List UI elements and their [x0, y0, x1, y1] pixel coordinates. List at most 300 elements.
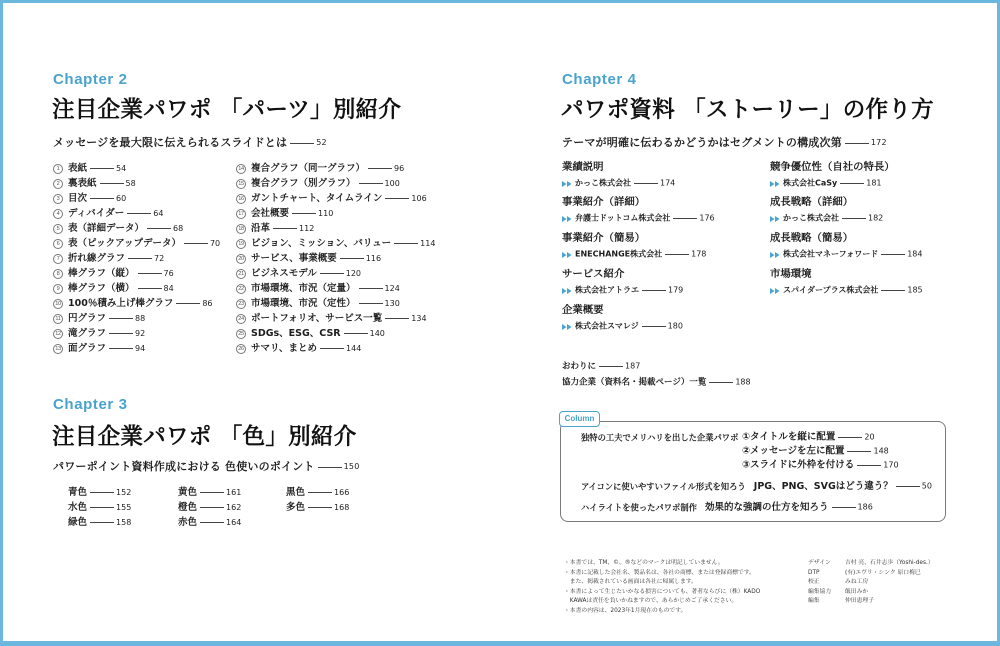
- item-title: 会社概要: [251, 208, 290, 219]
- color-name: 黒色: [286, 486, 306, 498]
- chapter2-title: 注目企業パワポ 「パーツ」別紹介: [52, 97, 402, 123]
- item-title: 棒グラフ（横）: [68, 283, 135, 294]
- chapter4-intro: [562, 135, 887, 151]
- page-number: 58: [125, 179, 136, 188]
- leader-line: [709, 382, 733, 383]
- credit-row: [808, 569, 948, 579]
- item-title: 沿革: [251, 223, 271, 234]
- toc-item: [53, 190, 220, 205]
- page-number: 124: [384, 284, 400, 293]
- segment-heading: 成長戦略（簡易）: [770, 232, 854, 244]
- chapter4-label: Chapter 4: [562, 71, 637, 88]
- page-number: 50: [921, 481, 932, 491]
- credit-row: [808, 588, 948, 598]
- credit-name: (有)エヴリ・シンク 原口梅巳: [845, 569, 921, 576]
- toc-item: [53, 250, 220, 265]
- leader-line: [138, 288, 162, 289]
- item-number: 10: [53, 299, 63, 309]
- color-item: [68, 514, 131, 529]
- leader-line: [128, 258, 152, 259]
- segment-group: [770, 266, 923, 298]
- credit-role: 編集: [808, 598, 820, 605]
- double-arrow-icon: [562, 288, 572, 294]
- segment-group: [562, 302, 683, 334]
- segment-company-row: [562, 175, 675, 191]
- company-name: かっこ株式会社: [575, 178, 631, 188]
- segment-group: [562, 266, 683, 298]
- footnote-line: ・本書の内容は、2023年1月現在のものです。: [564, 607, 687, 614]
- page-number: 150: [343, 462, 360, 471]
- page-number: 52: [316, 138, 327, 147]
- page-number: 120: [345, 269, 362, 278]
- item-number: 20: [236, 254, 246, 264]
- column-sub-title: ①タイトルを縦に配置: [742, 431, 836, 443]
- column-entry-title: 独特の工夫でメリハリを出した企業パワポ: [581, 432, 739, 443]
- item-number: 13: [53, 344, 63, 354]
- credit-row: [808, 597, 948, 607]
- page-number: 174: [660, 178, 676, 188]
- item-number: 6: [53, 239, 63, 249]
- page-number: 178: [691, 249, 707, 259]
- credit-name: 仲田恵理子: [845, 598, 874, 605]
- color-name: 水色: [68, 501, 88, 513]
- page-number: 110: [318, 209, 334, 218]
- leader-line: [847, 451, 871, 452]
- color-column-3: [286, 484, 349, 514]
- page-number: 134: [411, 314, 427, 323]
- leader-line: [109, 318, 133, 319]
- toc-item: [236, 310, 435, 325]
- leader-line: [385, 318, 409, 319]
- segment-heading: 事業紹介（詳細）: [562, 196, 646, 208]
- credit-role: 校正: [808, 579, 820, 586]
- column-tab: Column: [559, 411, 600, 427]
- double-arrow-icon: [770, 216, 780, 222]
- item-number: 26: [236, 344, 246, 354]
- color-item: [178, 484, 241, 499]
- toc-item: [53, 160, 220, 175]
- color-item: [178, 499, 241, 514]
- toc-item: [236, 295, 435, 310]
- item-title: 市場環境、市況（定量）: [251, 283, 356, 294]
- leader-line: [642, 290, 666, 291]
- leader-line: [896, 486, 920, 487]
- color-item: [286, 484, 349, 499]
- leader-line: [665, 254, 689, 255]
- leader-line: [673, 218, 697, 219]
- page-number: 92: [135, 329, 146, 338]
- chapter3-label: Chapter 3: [53, 396, 128, 413]
- page-number: 20: [864, 432, 875, 442]
- item-number: 24: [236, 314, 246, 324]
- leader-line: [881, 290, 905, 291]
- toc-item: [236, 265, 435, 280]
- page-number: 72: [154, 254, 165, 263]
- page-number: 168: [334, 502, 350, 512]
- item-title: 面グラフ: [68, 343, 107, 354]
- leader-line: [138, 273, 162, 274]
- item-number: 21: [236, 269, 246, 279]
- company-name: かっこ株式会社: [783, 213, 839, 223]
- color-item: [68, 484, 131, 499]
- column-entry-sublist: [742, 430, 899, 472]
- leader-line: [368, 168, 392, 169]
- item-title: ビジョン、ミッション、バリュー: [251, 238, 392, 249]
- chapter3-intro: [53, 459, 360, 475]
- segment-heading: 市場環境: [770, 268, 812, 280]
- leader-line: [634, 183, 658, 184]
- toc-item: [53, 235, 220, 250]
- leader-line: [881, 254, 905, 255]
- company-name: スパイダープラス株式会社: [783, 285, 879, 295]
- credit-row: [808, 578, 948, 588]
- leader-line: [200, 492, 224, 493]
- item-title: 棒グラフ（縦）: [68, 268, 135, 279]
- leader-line: [90, 492, 114, 493]
- color-name: 橙色: [178, 501, 198, 513]
- segment-group: [562, 159, 675, 191]
- page-number: 164: [226, 517, 242, 527]
- item-number: 16: [236, 194, 246, 204]
- item-number: 14: [236, 164, 246, 174]
- item-number: 5: [53, 224, 63, 234]
- leader-line: [127, 213, 151, 214]
- item-title: 複合グラフ（同一グラフ）: [251, 163, 366, 174]
- item-title: 表紙: [68, 163, 88, 174]
- footnote-line: ・本書によって生じたいかなる損害についても、著者ならびに（株）KADO: [564, 588, 761, 595]
- page-number: 180: [667, 321, 683, 331]
- leader-line: [385, 198, 409, 199]
- double-arrow-icon: [770, 288, 780, 294]
- item-number: 11: [53, 314, 63, 324]
- leader-line: [318, 467, 342, 468]
- page-number: 152: [116, 487, 132, 497]
- credits: [808, 559, 948, 607]
- item-title: 市場環境、市況（定性）: [251, 298, 356, 309]
- page-number: 182: [868, 213, 884, 223]
- toc-item: [236, 190, 435, 205]
- segment-company-row: [770, 175, 895, 191]
- page-number: 114: [420, 239, 436, 248]
- page-number: 60: [116, 194, 127, 203]
- leader-line: [842, 218, 866, 219]
- item-title: 裏表紙: [68, 178, 97, 189]
- credit-name: 飯田みか: [845, 588, 869, 595]
- item-title: ガントチャート、タイムライン: [251, 193, 383, 204]
- segment-group: [562, 230, 706, 262]
- item-number: 4: [53, 209, 63, 219]
- segment-heading: 成長戦略（詳細）: [770, 196, 854, 208]
- leader-line: [394, 243, 418, 244]
- credit-role: デザイン: [808, 560, 831, 566]
- item-number: 7: [53, 254, 63, 264]
- segment-company-row: [770, 210, 883, 226]
- page-number: 166: [334, 487, 350, 497]
- page-number: 162: [226, 502, 242, 512]
- item-number: 23: [236, 299, 246, 309]
- closing-item: [562, 358, 751, 374]
- item-number: 2: [53, 179, 63, 189]
- item-title: 目次: [68, 193, 88, 204]
- segment-group: [770, 159, 895, 191]
- toc-item: [53, 340, 220, 355]
- leader-line: [290, 143, 314, 144]
- item-title: サービス、事業概要: [251, 253, 337, 264]
- page-number: 86: [202, 299, 213, 308]
- leader-line: [359, 183, 383, 184]
- leader-line: [100, 183, 124, 184]
- item-number: 22: [236, 284, 246, 294]
- segment-company-row: [770, 246, 922, 262]
- toc-item: [53, 295, 220, 310]
- page-number: 187: [625, 361, 641, 371]
- chapter2-label: Chapter 2: [53, 71, 128, 88]
- leader-line: [90, 522, 114, 523]
- leader-line: [857, 465, 881, 466]
- item-title: SDGs、ESG、CSR: [251, 328, 341, 339]
- column-entry-title: ハイライトを使ったパワポ制作: [581, 502, 697, 513]
- toc-item: [236, 325, 435, 340]
- page-number: 112: [299, 224, 315, 233]
- page-number: 161: [226, 487, 242, 497]
- page-number: 172: [870, 138, 887, 147]
- double-arrow-icon: [562, 324, 572, 330]
- page-number: 170: [883, 460, 899, 470]
- page-number: 181: [866, 178, 882, 188]
- page-number: 144: [346, 344, 362, 353]
- segment-heading: 企業概要: [562, 304, 604, 316]
- footnote-line: ・本書では、TM、©、®などのマークは明記していません。: [564, 560, 724, 566]
- column-sub-title: ②メッセージを左に配置: [742, 445, 845, 457]
- footnote-line: KAWAは責任を負いかねますので、あらかじめご了承ください。: [564, 598, 738, 605]
- leader-line: [176, 303, 200, 304]
- segment-group: [770, 230, 922, 262]
- closing-list: [562, 358, 751, 390]
- company-name: 株式会社スマレジ: [575, 321, 639, 331]
- item-number: 19: [236, 239, 246, 249]
- item-title: サマリ、まとめ: [251, 343, 318, 354]
- page-number: 179: [668, 285, 684, 295]
- chapter2-list-left: [53, 160, 220, 355]
- column-sub-item: [742, 458, 899, 472]
- page-number: 185: [907, 285, 923, 295]
- leader-line: [109, 348, 133, 349]
- company-name: ENECHANGE株式会社: [575, 249, 663, 259]
- leader-line: [340, 258, 364, 259]
- segment-company-row: [562, 210, 715, 226]
- chapter3-title: 注目企業パワポ 「色」別紹介: [52, 424, 357, 450]
- leader-line: [838, 437, 862, 438]
- page-number: 158: [116, 517, 132, 527]
- item-title: 100％積み上げ棒グラフ: [68, 298, 174, 309]
- company-name: 株式会社マネーフォワード: [783, 249, 879, 259]
- item-number: 15: [236, 179, 246, 189]
- color-column-1: [68, 484, 131, 529]
- chapter2-intro: [53, 135, 327, 151]
- toc-item: [53, 325, 220, 340]
- intro-text: パワーポイント資料作成における 色使いのポイント: [53, 460, 315, 473]
- color-name: 黄色: [178, 486, 198, 498]
- company-name: 弁護士ドットコム株式会社: [575, 213, 671, 223]
- segment-company-row: [562, 282, 683, 298]
- item-title: ポートフォリオ、サービス一覧: [251, 313, 383, 324]
- segment-heading: 競争優位性（自社の特長）: [770, 161, 895, 173]
- page-number: 64: [153, 209, 164, 218]
- leader-line: [359, 288, 383, 289]
- column-sub-item: [742, 444, 899, 458]
- leader-line: [90, 198, 114, 199]
- page-number: 176: [699, 213, 715, 223]
- leader-line: [109, 333, 133, 334]
- leader-line: [599, 366, 623, 367]
- item-number: 9: [53, 284, 63, 294]
- toc-item: [53, 220, 220, 235]
- item-number: 17: [236, 209, 246, 219]
- item-title: ビジネスモデル: [251, 268, 317, 279]
- leader-line: [90, 168, 114, 169]
- page-number: 68: [173, 224, 184, 233]
- segment-company-row: [562, 318, 683, 334]
- credit-role: DTP: [808, 569, 820, 576]
- page-number: 70: [209, 239, 221, 248]
- page-number: 106: [411, 194, 427, 203]
- item-title: 表（ピックアップデータ）: [68, 238, 181, 249]
- toc-item: [53, 280, 220, 295]
- toc-item: [236, 160, 435, 175]
- item-number: 18: [236, 224, 246, 234]
- toc-item: [236, 340, 435, 355]
- page-number: 54: [116, 164, 127, 173]
- footnote-line: また、掲載されている画面は各社に帰属します。: [564, 579, 697, 586]
- closing-item: [562, 374, 751, 390]
- segment-heading: 業績説明: [562, 161, 604, 173]
- leader-line: [200, 507, 224, 508]
- leader-line: [359, 303, 383, 304]
- page-number: 88: [135, 314, 146, 323]
- intro-text: テーマが明確に伝わるかどうかはセグメントの構成次第: [562, 136, 842, 149]
- column-sub-title: 効果的な強調の仕方を知ろう: [705, 501, 829, 513]
- leader-line: [308, 492, 332, 493]
- color-name: 緑色: [68, 516, 88, 528]
- column-entry: [581, 499, 873, 515]
- item-title: ディバイダー: [68, 208, 125, 219]
- item-number: 8: [53, 269, 63, 279]
- footnotes: [564, 559, 760, 617]
- page-number: 76: [163, 269, 174, 278]
- toc-item: [236, 220, 435, 235]
- leader-line: [273, 228, 297, 229]
- chapter2-list-right: [236, 160, 435, 355]
- double-arrow-icon: [562, 181, 572, 187]
- page-number: 140: [369, 329, 385, 338]
- leader-line: [320, 348, 344, 349]
- closing-title: 協力企業（資料名・掲載ページ）一覧: [562, 377, 707, 388]
- page-number: 100: [384, 179, 400, 188]
- toc-item: [236, 235, 435, 250]
- item-title: 円グラフ: [68, 313, 107, 324]
- toc-item: [236, 280, 435, 295]
- credit-role: 編集協力: [808, 588, 832, 595]
- item-number: 1: [53, 164, 63, 174]
- column-entry-title: アイコンに使いやすいファイル形式を知ろう: [581, 481, 746, 492]
- segment-company-row: [562, 246, 706, 262]
- page-number: 188: [735, 377, 751, 387]
- leader-line: [292, 213, 316, 214]
- page-number: 130: [384, 299, 400, 308]
- leader-line: [642, 326, 666, 327]
- page-number: 155: [116, 502, 132, 512]
- toc-item: [53, 205, 220, 220]
- page-number: 148: [873, 446, 889, 456]
- item-title: 表（詳細データ）: [68, 223, 145, 234]
- leader-line: [147, 228, 171, 229]
- toc-item: [236, 250, 435, 265]
- page-number: 184: [907, 249, 923, 259]
- toc-item: [53, 265, 220, 280]
- column-sub-title: ③スライドに外枠を付ける: [742, 459, 855, 471]
- toc-item: [236, 205, 435, 220]
- leader-line: [320, 273, 344, 274]
- leader-line: [90, 507, 114, 508]
- color-name: 青色: [68, 486, 88, 498]
- credit-row: [808, 559, 948, 569]
- footnote-line: ・本書に記載した会社名、製品名は、各社の商標、または登録商標です。: [564, 569, 755, 576]
- company-name: 株式会社CaSy: [783, 178, 838, 188]
- color-name: 多色: [286, 501, 306, 513]
- chapter4-title: パワポ資料 「ストーリー」の作り方: [561, 97, 934, 123]
- leader-line: [184, 243, 208, 244]
- toc-item: [53, 310, 220, 325]
- credit-name: 吉村 亮、石井志歩（Yoshi-des.）: [845, 560, 934, 566]
- segment-group: [770, 194, 883, 226]
- item-number: 25: [236, 329, 246, 339]
- company-name: 株式会社アトラエ: [575, 285, 639, 295]
- column-entry: [581, 478, 932, 494]
- item-title: 折れ線グラフ: [68, 253, 126, 264]
- item-title: 滝グラフ: [68, 328, 107, 339]
- color-item: [68, 499, 131, 514]
- intro-text: メッセージを最大限に伝えられるスライドとは: [53, 136, 288, 149]
- double-arrow-icon: [770, 181, 780, 187]
- page-number: 186: [857, 502, 873, 512]
- item-title: 複合グラフ（別グラフ）: [251, 178, 356, 189]
- column-sub-title: JPG、PNG、SVGはどう違う？: [753, 480, 893, 492]
- color-item: [286, 499, 349, 514]
- page-number: 84: [163, 284, 174, 293]
- color-name: 赤色: [178, 516, 198, 528]
- column-sub-item: [742, 430, 899, 444]
- color-column-2: [178, 484, 241, 529]
- segment-company-row: [770, 282, 923, 298]
- item-number: 3: [53, 194, 63, 204]
- leader-line: [840, 183, 864, 184]
- leader-line: [832, 507, 856, 508]
- double-arrow-icon: [770, 252, 780, 258]
- page-number: 96: [394, 164, 405, 173]
- page-number: 116: [365, 254, 382, 263]
- column-entry-lead: [581, 429, 738, 445]
- item-number: 12: [53, 329, 63, 339]
- leader-line: [200, 522, 224, 523]
- color-item: [178, 514, 241, 529]
- leader-line: [344, 333, 368, 334]
- segment-heading: サービス紹介: [562, 268, 625, 280]
- double-arrow-icon: [562, 216, 572, 222]
- leader-line: [308, 507, 332, 508]
- segment-group: [562, 194, 715, 226]
- double-arrow-icon: [562, 252, 572, 258]
- segment-heading: 事業紹介（簡易）: [562, 232, 646, 244]
